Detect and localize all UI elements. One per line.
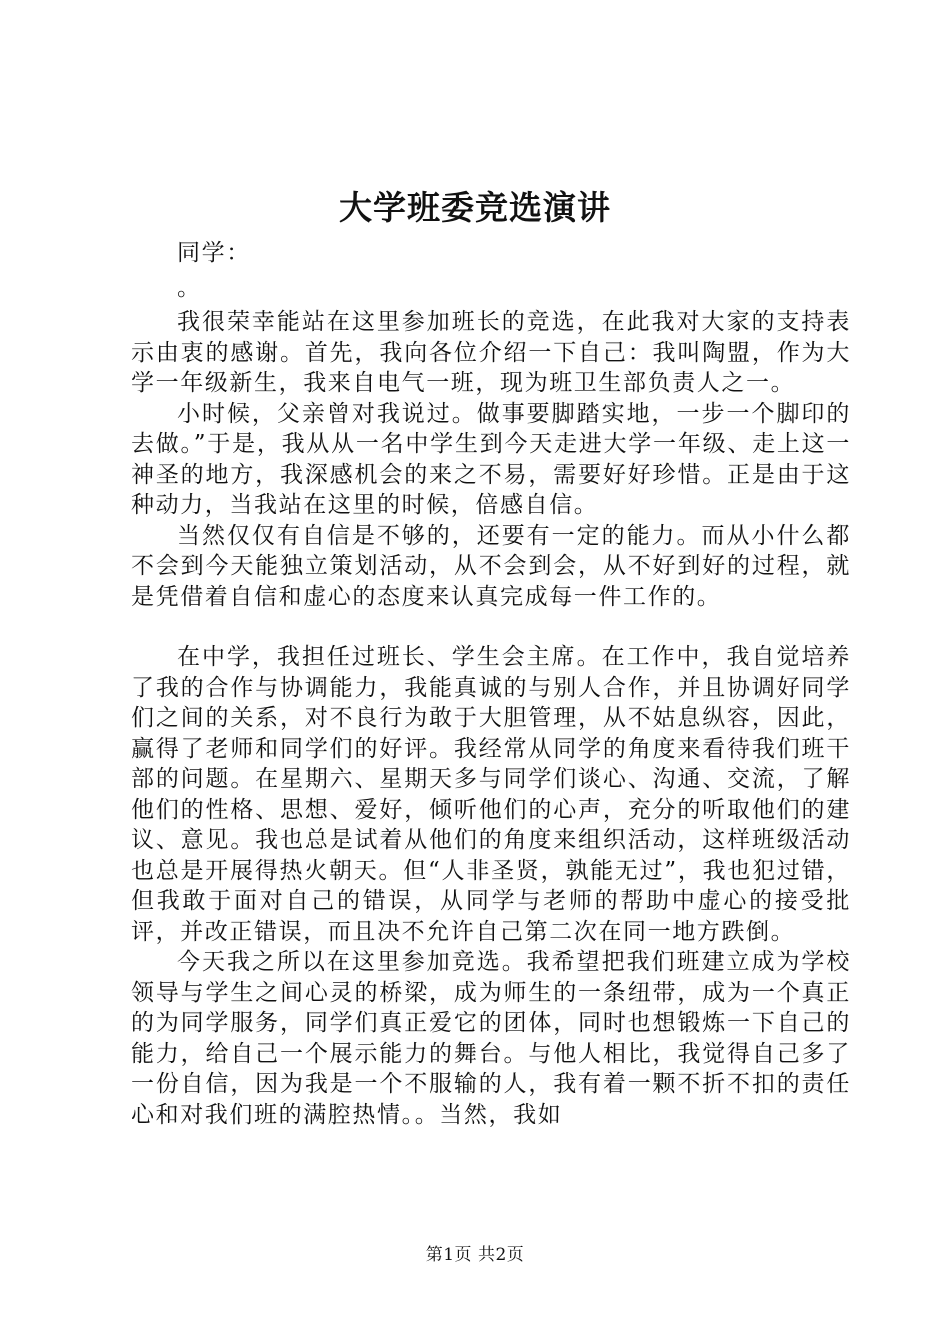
paragraph: 当然仅仅有自信是不够的，还要有一定的能力。而从小什么都不会到今天能独立策划活动，从不会到会，从不好到好的过程，就是凭借着自信和虚心的态度来认真完成每一件工作的。 bbox=[131, 522, 851, 610]
page-footer: 第1页 共2页 bbox=[425, 1245, 525, 1265]
document-body bbox=[131, 238, 851, 1130]
paragraph: 今天我之所以在这里参加竞选。我希望把我们班建立成为学校领导与学生之间心灵的桥梁，成为师生的一条纽带，成为一个真正的为同学服务，同学们真正爱它的团体，同时也想锻炼一下自己的能力，给自己一个展示能力的舞台。与他人相比，我觉得自己多了一份自信，因为我是一个不服输的人，我有着一颗不折不扣的责任心和对我们班的满腔热情。。当然，我如 bbox=[131, 949, 851, 1128]
paragraph: 在中学，我担任过班长、学生会主席。在工作中，我自觉培养了我的合作与协调能力，我能真诚的与别人合作，并且协调好同学们之间的关系，对不良行为敢于大胆管理，从不姑息纵容，因此，赢得了老师和同学们的好评。我经常从同学的角度来看待我们班干部的问题。在星期六、星期天多与同学们谈心、沟通、交流，了解他们的性格、思想、爱好，倾听他们的心声，充分的听取他们的建议、意见。我也总是试着从他们的角度来组织活动，这样班级活动也总是开展得热火朝天。但“人非圣贤，孰能无过”，我也犯过错，但我敢于面对自己的错误，从同学与老师的帮助中虚心的接受批评，并改正错误，而且决不允许自己第二次在同一地方跌倒。 bbox=[131, 644, 851, 945]
salutation: 同学： bbox=[177, 240, 251, 266]
document-title: 大学班委竞选演讲 bbox=[339, 188, 611, 227]
paragraph: 。 bbox=[177, 274, 202, 301]
paragraph: 我很荣幸能站在这里参加班长的竞选，在此我对大家的支持表示由衷的感谢。首先，我向各位介绍一下自己：我叫陶盟，作为大学一年级新生，我来自电气一班，现为班卫生部负责人之一。 bbox=[131, 309, 851, 396]
paragraph: 小时候，父亲曾对我说过。做事要脚踏实地，一步一个脚印的去做。”于是，我从从一名中学生到今天走进大学一年级、走上这一神圣的地方，我深感机会的来之不易，需要好好珍惜。正是由于这种动力，当我站在这里的时候，倍感自信。 bbox=[131, 400, 851, 518]
